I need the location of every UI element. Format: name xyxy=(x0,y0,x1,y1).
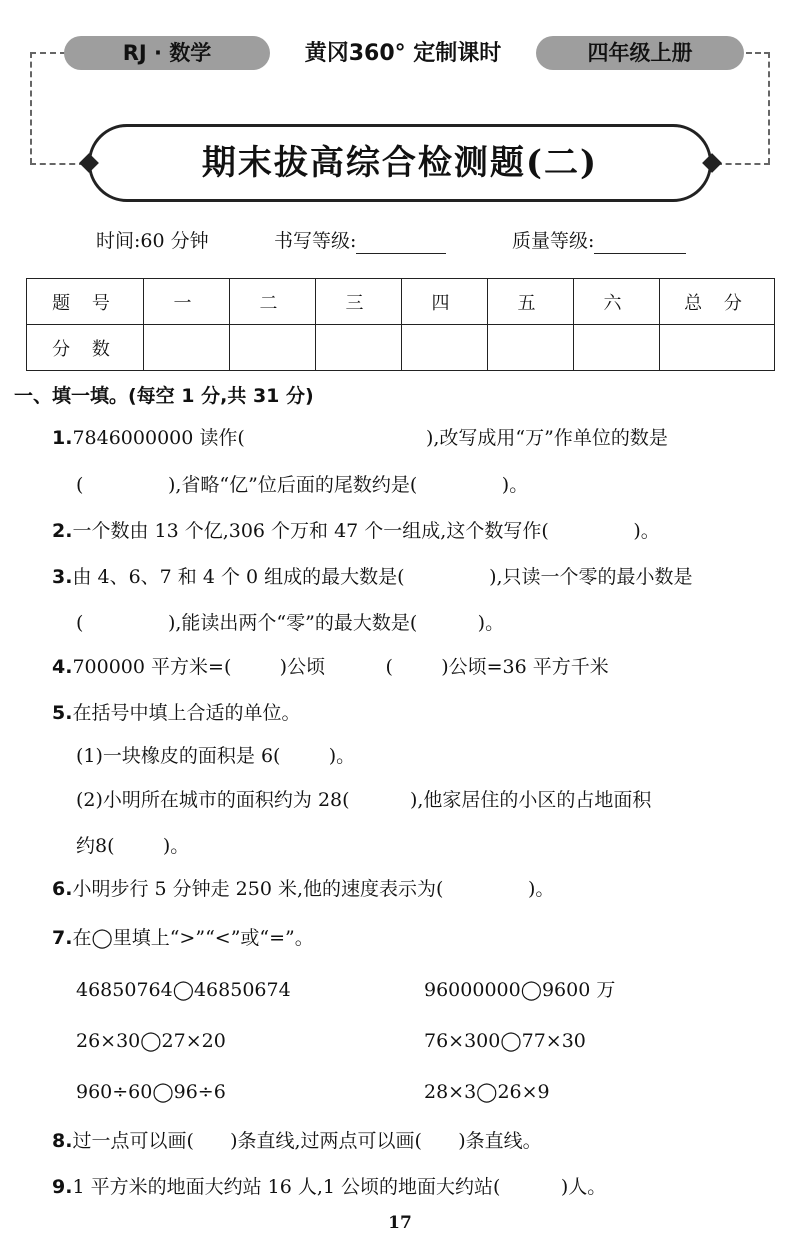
score-table-blank-cell[interactable] xyxy=(660,325,775,371)
comparison-item: 26×30◯27×20 xyxy=(76,1030,226,1052)
score-table-blank-cell[interactable] xyxy=(488,325,574,371)
header-dash-right-vertical xyxy=(768,52,770,164)
comparison-item: 28×3◯26×9 xyxy=(424,1081,550,1103)
score-table-cell: 二 xyxy=(230,279,316,325)
quality-grade-blank xyxy=(594,233,686,254)
score-table-score-row xyxy=(27,325,775,371)
question-1 xyxy=(52,424,668,452)
question-number: 5. xyxy=(52,702,73,724)
question-text: 在◯里填上“>”“<”或“=”。 xyxy=(72,927,314,949)
header-dash-right xyxy=(746,52,770,54)
question-1-line-2: ( ),省略“亿”位后面的尾数约是( )。 xyxy=(76,474,529,496)
header-dash-right-bottom xyxy=(716,163,770,165)
header-dash-left xyxy=(30,52,66,54)
page-title: 期末拔高综合检测题(二) xyxy=(88,124,712,202)
comparison-item: 46850764◯46850674 xyxy=(76,979,291,1001)
question-number: 8. xyxy=(52,1130,73,1152)
header-center-title: 黄冈360° 定制课时 xyxy=(304,41,502,66)
question-3 xyxy=(52,563,693,591)
question-5 xyxy=(52,699,300,727)
question-text: 在括号中填上合适的单位。 xyxy=(72,702,301,724)
quality-grade xyxy=(512,228,686,254)
score-table-blank-cell[interactable] xyxy=(574,325,660,371)
score-table-cell: 分 数 xyxy=(27,325,144,371)
header-dash-left-bottom xyxy=(30,163,85,165)
question-text: 7846000000 读作( ),改写成用“万”作单位的数是 xyxy=(72,427,668,449)
score-table-cell: 题 号 xyxy=(27,279,144,325)
score-table-cell: 总 分 xyxy=(660,279,775,325)
header-right-tag: 四年级上册 xyxy=(536,36,744,70)
quality-grade-label: 质量等级: xyxy=(512,230,595,252)
score-table-blank-cell[interactable] xyxy=(402,325,488,371)
exam-time: 时间:60 分钟 xyxy=(96,230,209,252)
writing-grade-label: 书写等级: xyxy=(274,230,357,252)
question-6 xyxy=(52,875,554,903)
score-table-cell: 六 xyxy=(574,279,660,325)
score-table-cell: 五 xyxy=(488,279,574,325)
score-table xyxy=(26,278,775,371)
question-8 xyxy=(52,1127,542,1155)
question-number: 9. xyxy=(52,1176,73,1198)
question-text: 小明步行 5 分钟走 250 米,他的速度表示为( )。 xyxy=(72,878,555,900)
question-3-line-2: ( ),能读出两个“零”的最大数是( )。 xyxy=(76,612,505,634)
header-left-tag: RJ · 数学 xyxy=(64,36,270,70)
question-7 xyxy=(52,924,314,952)
section-1-title: 一、填一填。(每空 1 分,共 31 分) xyxy=(14,385,314,407)
question-number: 2. xyxy=(52,520,73,542)
writing-grade xyxy=(274,228,446,254)
score-table-cell: 一 xyxy=(144,279,230,325)
question-number: 6. xyxy=(52,878,73,900)
question-number: 3. xyxy=(52,566,73,588)
score-table-cell: 四 xyxy=(402,279,488,325)
question-2 xyxy=(52,517,660,545)
question-number: 7. xyxy=(52,927,73,949)
question-5-sub-2: (2)小明所在城市的面积约为 28( ),他家居住的小区的占地面积 xyxy=(76,789,652,811)
question-text: 一个数由 13 个亿,306 个万和 47 个一组成,这个数写作( )。 xyxy=(72,520,660,542)
score-table-blank-cell[interactable] xyxy=(316,325,402,371)
score-table-blank-cell[interactable] xyxy=(230,325,316,371)
score-table-cell: 三 xyxy=(316,279,402,325)
question-9 xyxy=(52,1173,606,1201)
comparison-item: 960÷60◯96÷6 xyxy=(76,1081,226,1103)
question-4 xyxy=(52,653,609,681)
question-number: 4. xyxy=(52,656,73,678)
comparison-item: 96000000◯9600 万 xyxy=(424,979,616,1001)
comparison-item: 76×300◯77×30 xyxy=(424,1030,586,1052)
question-text: 700000 平方米=( )公顷 ( )公顷=36 平方千米 xyxy=(72,656,609,678)
question-5-sub-1: (1)一块橡皮的面积是 6( )。 xyxy=(76,745,356,767)
question-number: 1. xyxy=(52,427,73,449)
question-5-sub-3: 约8( )。 xyxy=(76,835,190,857)
question-text: 过一点可以画( )条直线,过两点可以画( )条直线。 xyxy=(72,1130,542,1152)
score-table-header-row xyxy=(27,279,775,325)
score-table-blank-cell[interactable] xyxy=(144,325,230,371)
page-number: 17 xyxy=(388,1213,412,1233)
header-dash-left-vertical xyxy=(30,52,32,164)
question-text: 1 平方米的地面大约站 16 人,1 公顷的地面大约站( )人。 xyxy=(72,1176,607,1198)
writing-grade-blank xyxy=(356,233,446,254)
question-text: 由 4、6、7 和 4 个 0 组成的最大数是( ),只读一个零的最小数是 xyxy=(72,566,693,588)
